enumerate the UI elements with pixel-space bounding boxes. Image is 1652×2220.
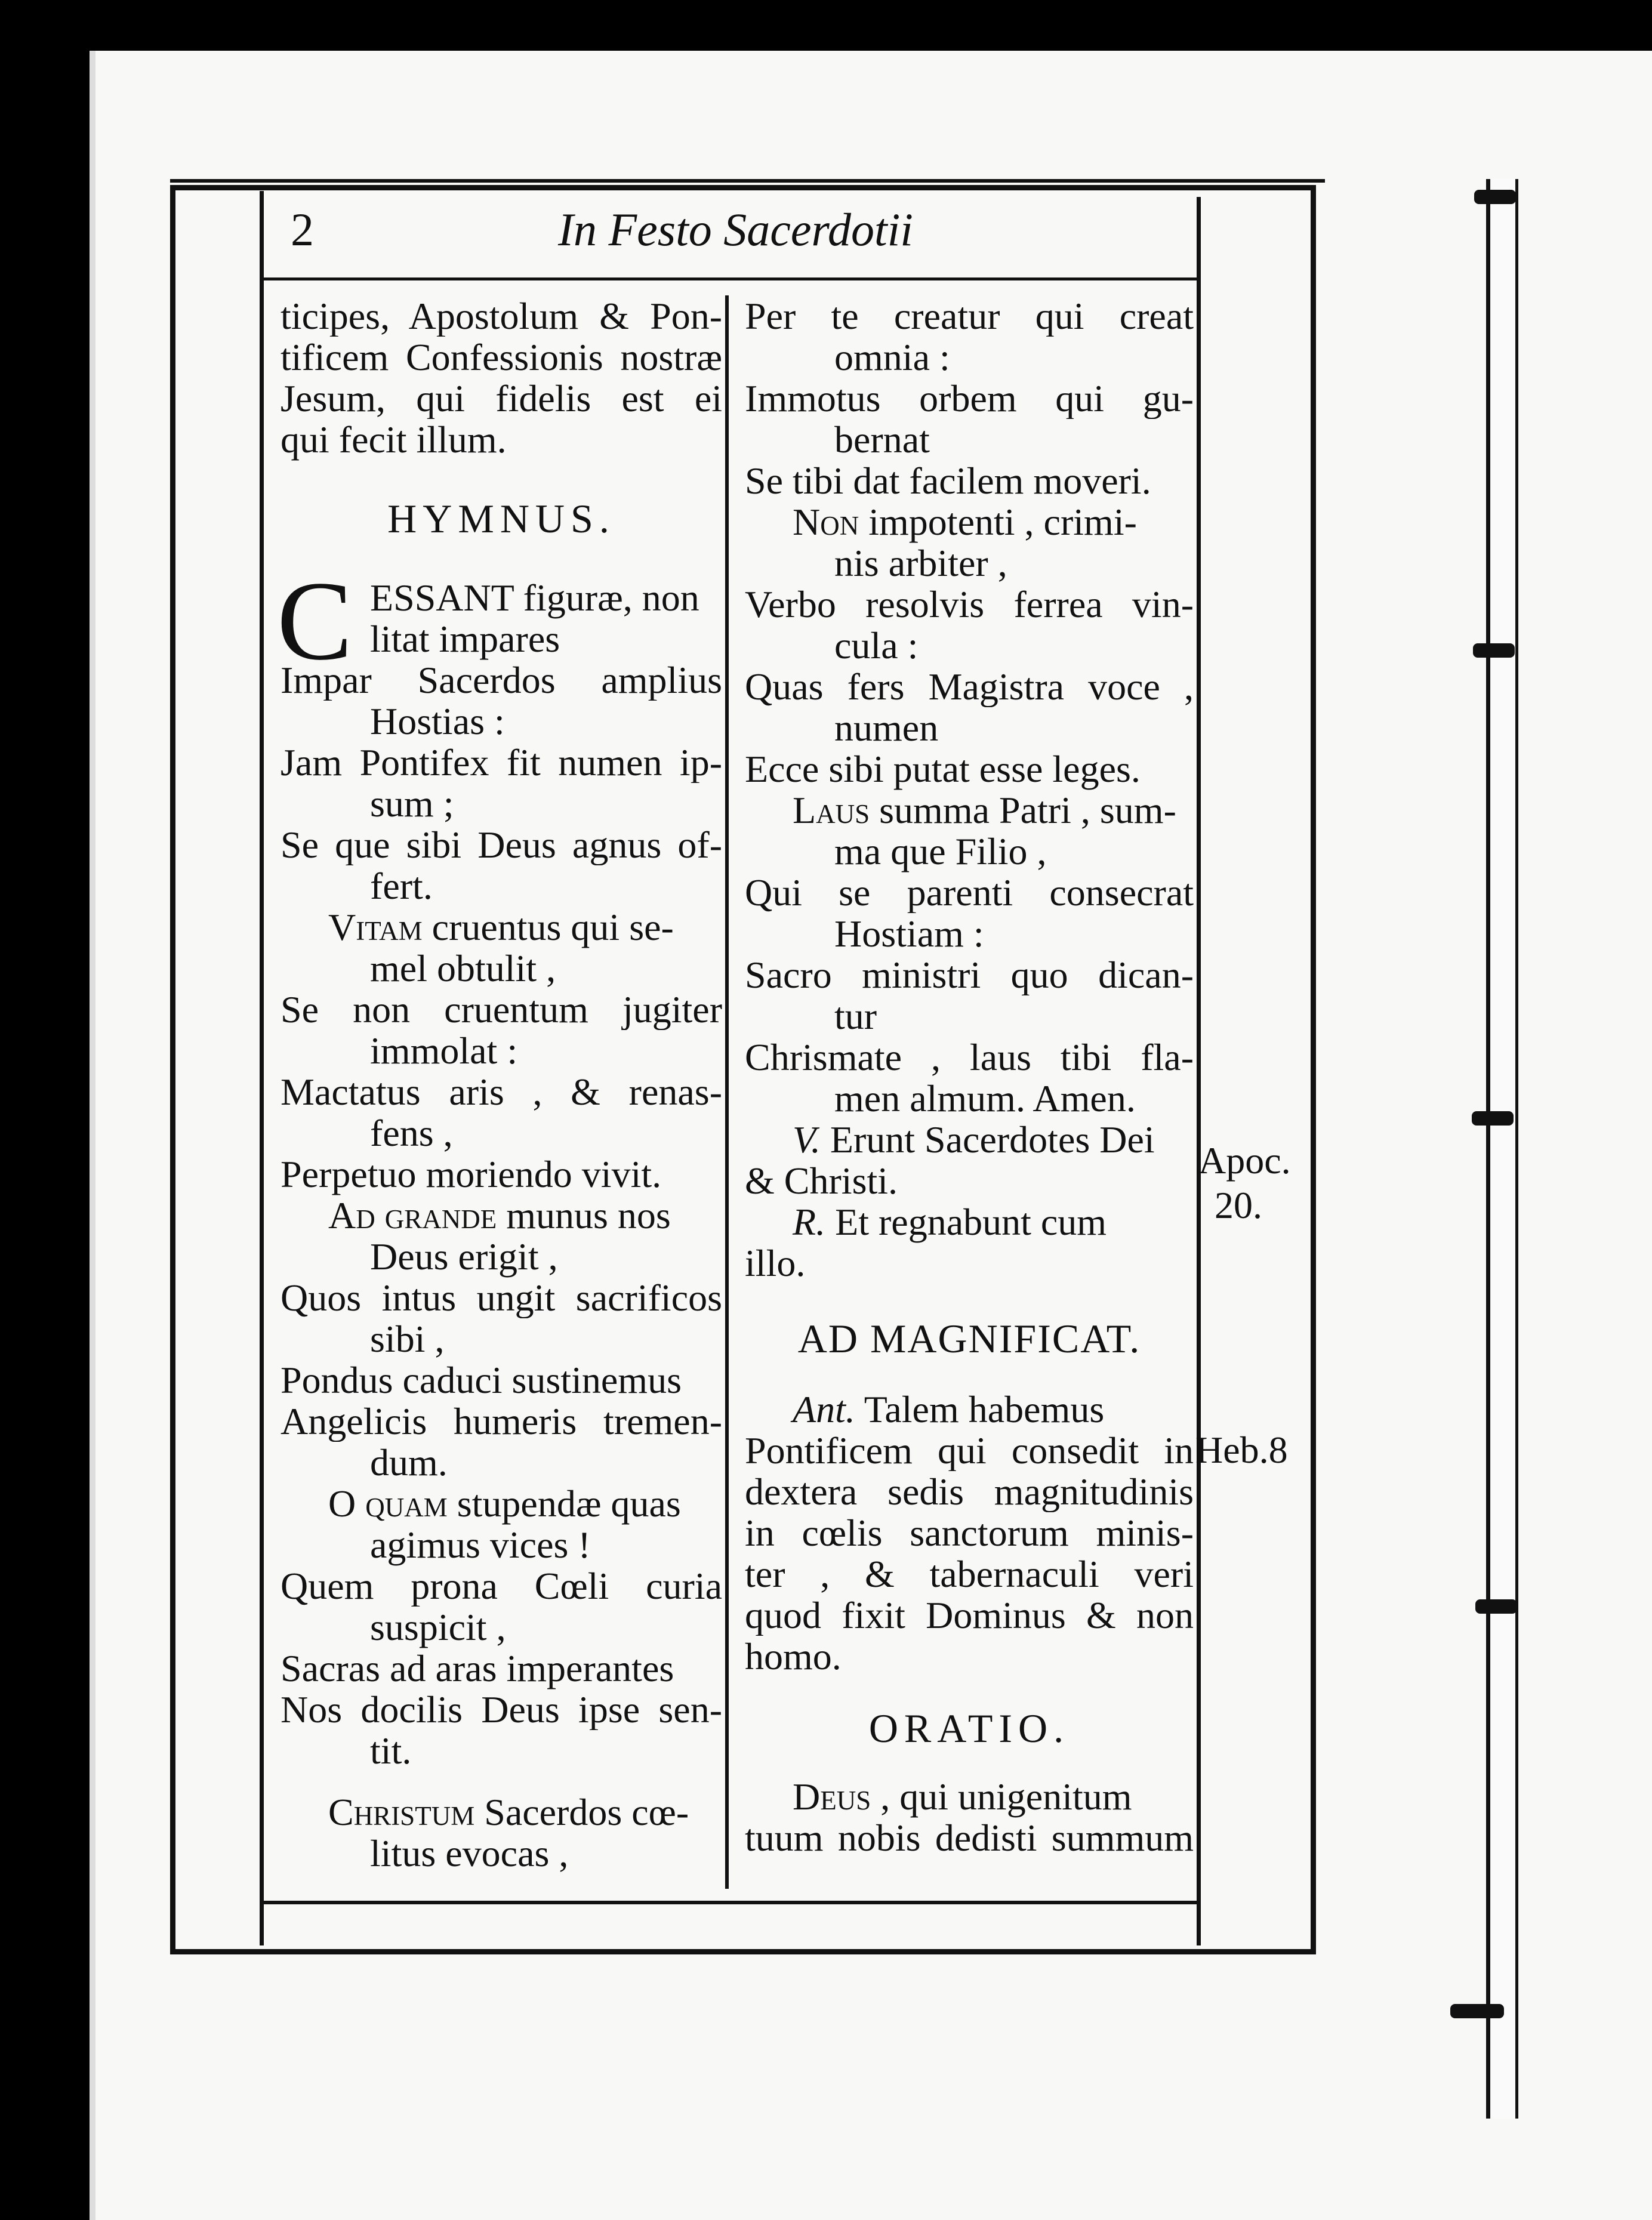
margin-note-heb: Heb.8 bbox=[1195, 1429, 1288, 1471]
text-line: Hostias : bbox=[370, 700, 505, 742]
small-caps-word: Laus bbox=[793, 789, 870, 831]
text-line: Qui se parenti consecrat bbox=[745, 872, 1194, 913]
text-span: Sacerdos cœ- bbox=[474, 1791, 689, 1833]
text-line: numen bbox=[834, 707, 939, 749]
header-rule bbox=[263, 278, 1197, 280]
hymn-stanza bbox=[281, 906, 722, 1195]
text-span: , qui unigenitum bbox=[871, 1775, 1132, 1818]
text-line: Angelicis humeris tremen- bbox=[281, 1401, 722, 1442]
response-line bbox=[745, 1201, 1194, 1242]
text-line: fert. bbox=[370, 865, 433, 907]
hymn-heading: HYMNUS. bbox=[387, 496, 615, 541]
strip-mark bbox=[1475, 1599, 1517, 1614]
text-line: litus evocas , bbox=[370, 1832, 569, 1874]
text-line: Sacro ministri quo dican- bbox=[745, 954, 1194, 995]
text-line: fens , bbox=[370, 1112, 453, 1154]
strip-mark bbox=[1450, 2004, 1504, 2018]
hymn-stanza bbox=[281, 1483, 722, 1771]
text-line: cula : bbox=[834, 624, 919, 667]
frame-rule-top bbox=[170, 179, 1325, 183]
text-line: ESSANT figuræ, non bbox=[370, 576, 699, 619]
text-line: Perpetuo moriendo vivit. bbox=[281, 1153, 662, 1195]
text-line: ma que Filio , bbox=[834, 830, 1047, 872]
margin-note-apoc-number: 20. bbox=[1215, 1184, 1262, 1226]
text-line: Pondus caduci sustinemus bbox=[281, 1359, 682, 1401]
text-line: Immotus orbem qui gu- bbox=[745, 378, 1194, 419]
text-line: tit. bbox=[370, 1729, 412, 1772]
text-line: immolat : bbox=[370, 1029, 518, 1072]
text-line: in cœlis sanctorum minis- bbox=[745, 1512, 1194, 1553]
small-caps-word: Christum bbox=[328, 1791, 475, 1833]
text-line: Sacras ad aras imperantes bbox=[281, 1647, 674, 1689]
text-span: stupendæ quas bbox=[447, 1482, 681, 1525]
right-column bbox=[745, 295, 1194, 1858]
text-span: Talem habemus bbox=[855, 1388, 1105, 1430]
text-line bbox=[281, 1195, 722, 1236]
text-line: tur bbox=[834, 995, 877, 1037]
text-span: munus nos bbox=[497, 1194, 671, 1237]
text-line: bernat bbox=[834, 418, 930, 461]
small-caps-word: O quam bbox=[328, 1482, 448, 1525]
text-line: agimus vices ! bbox=[370, 1524, 591, 1566]
text-line: Quas fers Magistra voce , bbox=[745, 666, 1194, 707]
text-line: ter , & tabernaculi veri bbox=[745, 1553, 1194, 1595]
text-line: tuum nobis dedisti summum bbox=[745, 1817, 1194, 1858]
text-line: Pontificem qui consedit in bbox=[745, 1430, 1194, 1471]
hymn-stanza bbox=[281, 1195, 722, 1483]
text-span: cruentus qui se- bbox=[422, 906, 674, 948]
text-line: men almum. Amen. bbox=[834, 1077, 1136, 1120]
text-line: nis arbiter , bbox=[834, 542, 1007, 584]
text-line: Hostiam : bbox=[834, 912, 984, 955]
text-line: homo. bbox=[745, 1635, 842, 1678]
oratio-heading: ORATIO. bbox=[868, 1706, 1070, 1751]
text-line: Deus erigit , bbox=[370, 1235, 558, 1278]
text-span: Et regnabunt cum bbox=[825, 1201, 1107, 1243]
left-column bbox=[277, 295, 722, 1874]
inner-rule-left bbox=[260, 191, 264, 1945]
text-line: Per te creatur qui creat bbox=[745, 295, 1194, 337]
footer-rule bbox=[263, 1901, 1197, 1904]
text-line: ticipes, Apostolum & Pon- bbox=[281, 295, 722, 337]
inner-rule-right bbox=[1197, 197, 1201, 1945]
text-line: mel obtulit , bbox=[370, 947, 556, 989]
text-line: suspicit , bbox=[370, 1606, 506, 1648]
text-span: Erunt Sacerdotes Dei bbox=[820, 1118, 1155, 1161]
small-caps-word: Non bbox=[793, 501, 859, 543]
text-span: summa Patri , sum- bbox=[870, 789, 1176, 831]
strip-mark bbox=[1474, 190, 1516, 204]
strip-mark bbox=[1472, 1111, 1514, 1126]
text-line: Nos docilis Deus ipse sen- bbox=[281, 1689, 722, 1730]
text-line bbox=[281, 1483, 722, 1524]
strip-mark bbox=[1473, 643, 1515, 658]
text-line: Ecce sibi putat esse leges. bbox=[745, 748, 1141, 790]
text-line: dum. bbox=[370, 1441, 448, 1484]
page-number: 2 bbox=[291, 204, 314, 255]
text-line: & Christi. bbox=[745, 1160, 898, 1202]
magnificat-heading: AD MAGNIFICAT. bbox=[797, 1316, 1141, 1361]
hymn-stanza bbox=[277, 559, 722, 907]
text-line: quod fixit Dominus & non bbox=[745, 1595, 1194, 1636]
text-line: Jesum, qui fidelis est ei bbox=[281, 378, 722, 419]
text-line bbox=[281, 1792, 722, 1833]
text-line: Jam Pontifex fit numen ip- bbox=[281, 742, 722, 783]
stanza-gap bbox=[281, 1771, 722, 1792]
drop-cap: C bbox=[277, 559, 353, 684]
text-line: Se tibi dat facilem moveri. bbox=[745, 460, 1151, 502]
page-edge bbox=[90, 51, 95, 2220]
text-line: illo. bbox=[745, 1242, 806, 1284]
text-line bbox=[745, 790, 1194, 831]
antiphon-mark: Ant. bbox=[793, 1388, 855, 1430]
text-line: Se que sibi Deus agnus of- bbox=[281, 824, 722, 865]
text-line: Quem prona Cœli curia bbox=[281, 1565, 722, 1607]
text-line: dextera sedis magnitudinis bbox=[745, 1471, 1194, 1512]
text-line: sibi , bbox=[370, 1318, 445, 1360]
text-line: Chrismate , laus tibi fla- bbox=[745, 1037, 1194, 1078]
text-line: Quos intus ungit sacrificos bbox=[281, 1277, 722, 1318]
text-line bbox=[745, 501, 1194, 542]
small-caps-word: Vitam bbox=[328, 906, 423, 948]
text-line bbox=[745, 1776, 1194, 1817]
text-line: Verbo resolvis ferrea vin- bbox=[745, 584, 1194, 625]
hymn-stanza bbox=[281, 1792, 722, 1874]
text-line: tificem Confessionis nostræ bbox=[281, 337, 722, 378]
versicle-line bbox=[745, 1119, 1194, 1160]
text-line: qui fecit illum. bbox=[281, 418, 507, 461]
text-line: omnia : bbox=[834, 336, 950, 378]
text-span: impotenti , crimi- bbox=[859, 501, 1137, 543]
text-line: Mactatus aris , & renas- bbox=[281, 1071, 722, 1112]
text-line: sum ; bbox=[370, 782, 454, 825]
binding-strip bbox=[1486, 179, 1518, 2119]
text-line: Impar Sacerdos amplius bbox=[281, 659, 722, 701]
column-rule bbox=[725, 295, 729, 1889]
text-line: litat impares bbox=[370, 618, 560, 660]
response-mark: R. bbox=[793, 1201, 826, 1243]
small-caps-word: Deus bbox=[793, 1775, 871, 1818]
small-caps-word: Ad grande bbox=[328, 1194, 497, 1237]
text-line bbox=[281, 906, 722, 948]
text-line: Se non cruentum jugiter bbox=[281, 989, 722, 1030]
margin-note-apoc: Apoc. bbox=[1198, 1139, 1291, 1182]
running-title: In Festo Sacerdotii bbox=[558, 204, 913, 255]
antiphon-line bbox=[745, 1389, 1194, 1430]
versicle-mark: V. bbox=[793, 1118, 821, 1161]
